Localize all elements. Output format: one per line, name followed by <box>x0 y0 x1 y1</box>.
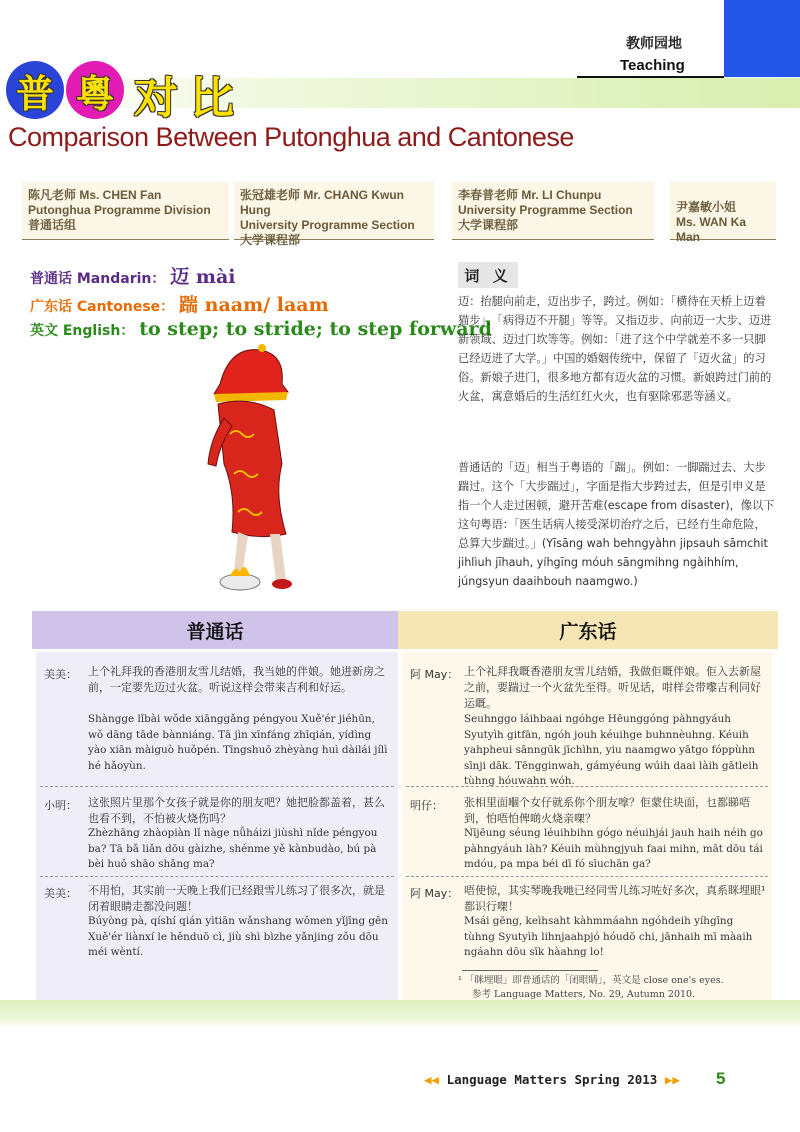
speaker-label: 阿 May： <box>410 668 459 681</box>
author-name: 陈凡老师 Ms. CHEN Fan <box>28 188 162 202</box>
author-division: Putonghua Programme Division <box>28 203 211 217</box>
utterance-text: 上个礼拜我的香港朋友雪儿结婚，我当她的伴娘。她进新房之前，一定要先迈过火盆。听说这样会带来吉利和好运。 <box>88 665 385 694</box>
bride-illustration <box>190 344 308 602</box>
author-division: University Programme Section <box>458 203 633 217</box>
meaning-paragraph-1: 迈：抬腿向前走，迈出步子，跨过。例如：「横待在天桥上迈着猫步」、「病得迈不开腿」等等。又指迈步、向前迈一大步、迈进新领域、迈过门坎等等。例如：「进了这个中学就差不多一只脚已经迈进了大学。」中国的婚姻传统中，保留了「迈火盆」的习俗。新娘子进门，很多地方都有迈火盆的习惯。新娘跨过门前的火盆，寓意婚后的生活红红火火，也有驱除邪恶等涵义。 <box>458 295 772 403</box>
utterance-text: 唔使惊，其实琴晚我哋已经同雪儿练习咗好多次，真系眯埋眼¹都识行㗎！ <box>464 884 766 913</box>
journal-title: Language Matters Spring 2013 <box>446 1072 658 1087</box>
utterance-romanization: Msái gēng, keìhsaht kàhmmáahn ngóhdeih yíhgīng tùhng Syutyìh lihnjaahpjó hóudō chi, jānhaih mī màaih ngáahn dōu sīk hàahng lo! <box>464 915 753 958</box>
journal-footer <box>424 1072 680 1087</box>
prev-arrow-icon: ◀◀ <box>424 1072 440 1087</box>
cantonese-line <box>30 290 329 317</box>
author-division-cn: 大学课程部 <box>458 218 519 232</box>
column-header-putonghua: 普通话 <box>32 611 398 649</box>
meaning-heading: 词 义 <box>458 262 518 288</box>
footnote-reference: 参考 Language Matters, No. 29, Autumn 2010. <box>472 989 696 1000</box>
dialogue-divider <box>406 876 768 878</box>
author-name: 尹嘉敏小姐 <box>676 200 737 214</box>
title-char: 粵 <box>75 71 114 116</box>
corner-blue-block <box>724 0 800 77</box>
meaning-paragraph-2: 普通话的「迈」相当于粤语的「踹」。例如：一脚踹过去、大步踹过。这个「大步踹过」，字面是指大步跨过去，但是引申义是指一个人走过困顿，避开苦难(escape from disaster)，像以下这句粤语：「医生话病人接受深切治疗之后，已经冇生命危险，总算大步踹过。」(Yīsāng wah behngyàhn jipsauh sāmchit jihlìuh jīhauh, yíhgīng móuh sāngmihng ngàihhím, júngsyun daaihbouh naamgwo.) <box>458 461 775 588</box>
cantonese-term: 踹 naam/ laam <box>179 294 329 316</box>
author-division-cn: 大学课程部 <box>240 233 301 247</box>
title-char: 普 <box>15 71 54 116</box>
speaker-label: 美美： <box>44 668 77 681</box>
footnote-rule <box>462 970 598 971</box>
author-box-2 <box>234 182 434 247</box>
title-char-circle-1 <box>6 61 64 119</box>
author-box-1 <box>22 182 229 240</box>
utterance-romanization: Búyòng pà, qíshí qián yìtiān wǎnshang wǒmen yǐjīng gēn Xuě'ér liànxí le hěnduō cì, jiù shì bìzhe yǎnjing zǒu dōu méi wèntí. <box>88 915 388 958</box>
utterance-romanization: Shàngge lǐbài wǒde xiānggǎng péngyou Xuě'ér jiéhūn, wǒ dāng tāde bànniáng. Tā jìn xīnfáng zhīqián, yídìng yào xiān màiguò huǒpén. Tīngshuō zhèyàng huì dàilái jílì hé hǎoyùn. <box>88 713 388 772</box>
footnote-text: ¹ 「眯埋眼」即普通话的「闭眼睛」，英文是 close one's eyes. <box>458 975 724 986</box>
utterance-text: 这张照片里那个女孩子就是你的朋友吧？她把脸都盖着，甚么也看不到，不怕被火烧伤吗？ <box>88 796 385 825</box>
bride-leg-right <box>270 534 286 580</box>
dialogue-divider <box>406 786 768 788</box>
bride-leg-left <box>234 532 248 574</box>
utterance-text: 不用怕，其实前一天晚上我们已经跟雪儿练习了很多次，就是闭着眼睛走都没问题！ <box>88 884 385 913</box>
bride-veil <box>214 350 288 397</box>
title-char-4: 比 <box>190 73 234 124</box>
speaker-label: 阿 May： <box>410 887 459 900</box>
section-underline <box>577 76 724 78</box>
utterance-romanization: Zhèzhāng zhàopiàn lǐ nàge nǚháizi jiùshì nǐde péngyou ba? Tā bǎ liǎn dōu gàizhe, shénme yě kànbudào, bú pà bèi huǒ shāo shāng ma? <box>88 827 378 870</box>
author-division-cn: 普通话组 <box>28 218 77 232</box>
utterance-text: 上个礼拜我嘅香港朋友雪儿结婚，我做佢嘅伴娘。佢入去新屋之前，要踹过一个火盆先至得。听见话，咁样会带嚟吉利同好运嘅。 <box>464 665 761 710</box>
veil-tassel <box>258 344 266 352</box>
utterance-text: 张相里面嗰个女仔就系你个朋友嗱？佢蒙住块面，乜都睇唔到，怕唔怕俾啲火烧亲㗎？ <box>464 796 750 825</box>
dialogue-divider <box>40 786 394 788</box>
bride-shoe <box>272 579 292 589</box>
speaker-label: 美美： <box>44 887 77 900</box>
page-title: Comparison Between Putonghua and Cantonese <box>8 122 574 152</box>
speaker-label: 明仔： <box>410 799 443 812</box>
mandarin-term: 迈 mài <box>170 266 236 288</box>
column-header-cantonese: 广东话 <box>398 611 778 649</box>
title-char-circle-2 <box>66 61 124 119</box>
utterance-romanization: Seuhnggo láihbaai ngóhge Hēunggóng pàhngyáuh Syutyìh gitfān, ngóh jouh kéuihge buhnnèuhng. Kéuih yahpheui sānngūk jīchìhn, yiu naamgwo yātgo fóppùhn sīnji dāk. Tēngginwah, gámyéung wúih daai làih gātleih tùhng hóuwahn wóh. <box>464 713 759 787</box>
section-title-en: Teaching <box>620 57 685 74</box>
footnote <box>458 974 768 1002</box>
page-number: 5 <box>716 1069 726 1088</box>
footer-band <box>0 1000 800 1028</box>
author-box-3 <box>452 182 654 240</box>
title-char-3: 对 <box>134 73 178 124</box>
speaker-label: 小明： <box>44 799 77 812</box>
author-name: 李春普老师 Mr. LI Chunpu <box>458 188 602 202</box>
english-line <box>30 318 492 340</box>
section-title-cn: 教师园地 <box>626 36 682 52</box>
mandarin-label: 普通话 Mandarin： <box>30 271 166 287</box>
next-arrow-icon: ▶▶ <box>664 1072 680 1087</box>
cantonese-label: 广东话 Cantonese： <box>30 299 175 315</box>
dialogue-divider <box>40 876 394 878</box>
author-name: 张冠雄老师 Mr. CHANG Kwun Hung <box>240 188 404 217</box>
fire-basin <box>220 574 260 590</box>
author-division: University Programme Section <box>240 218 415 232</box>
utterance-romanization: Nījēung séung léuihbihn gógo néuihjái jauh haih néih go pàhngyáuh làh? Kéuih mùhngjyuh faai mihn, māt dōu tái mdóu, pa mpa béi dī fó sīuchān ga? <box>464 827 763 870</box>
english-term: to step; to stride; to step forward <box>139 318 492 340</box>
mandarin-line <box>30 262 235 289</box>
author-name-en: Ms. WAN Ka Man <box>676 215 747 244</box>
bride-dress <box>218 401 286 536</box>
english-label: 英文 English： <box>30 323 135 339</box>
author-box-4 <box>670 182 776 244</box>
